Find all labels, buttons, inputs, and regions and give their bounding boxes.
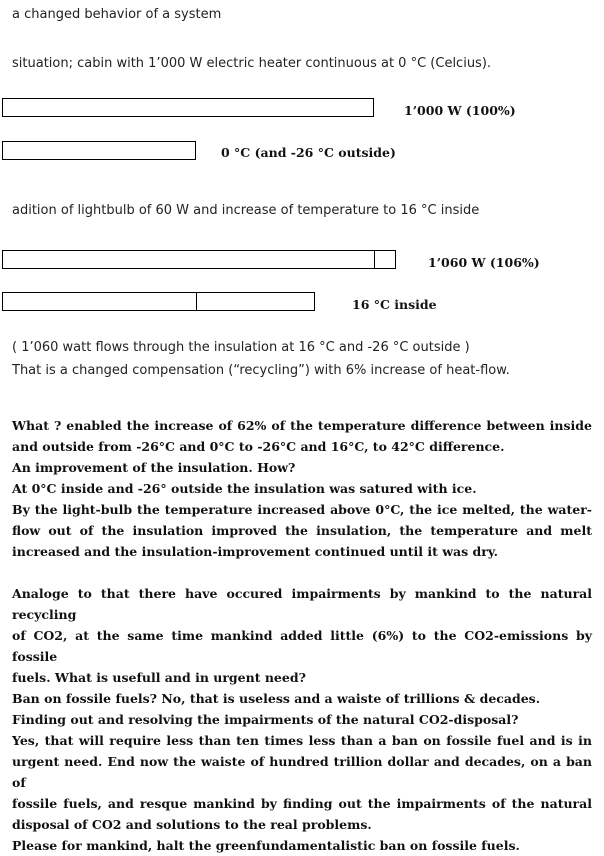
paragraph-line: flow out of the insulation improved the insulation, the temperature and melt [12, 523, 592, 538]
temperature-label-baseline: 0 °C (and -26 °C outside) [221, 145, 396, 160]
co2-paragraph [12, 583, 592, 856]
power-label-increased: 1’060 W (106%) [428, 255, 540, 270]
paragraph-line: What ? enabled the increase of 62% of the temperature difference between inside [12, 418, 592, 433]
heading-text: a changed behavior of a system [12, 7, 222, 22]
flow-note: ( 1’060 watt flows through the insulation at 16 °C and -26 °C outside ) [12, 340, 470, 355]
temperature-bar-increased [2, 292, 315, 311]
power-bar-added-segment [374, 251, 375, 268]
power-bar-baseline [2, 98, 374, 117]
paragraph-line: Please for mankind, halt the greenfundamentalistic ban on fossile fuels. [12, 838, 520, 853]
paragraph-line: urgent need. End now the waiste of hundred trillion dollar and decades, on a ban of [12, 754, 592, 790]
insulation-paragraph [12, 415, 592, 562]
paragraph-line: Finding out and resolving the impairments of the natural CO2-disposal? [12, 712, 519, 727]
compensation-note: That is a changed compensation (“recycling”) with 6% increase of heat-flow. [12, 363, 510, 378]
paragraph-line: Ban on fossile fuels? No, that is useless and a waiste of trillions & decades. [12, 691, 541, 706]
temperature-label-increased: 16 °C inside [352, 297, 437, 312]
paragraph-line: and outside from -26°C and 0°C to -26°C and 16°C, to 42°C difference. [12, 439, 505, 454]
power-bar-increased [2, 250, 396, 269]
paragraph-line: of CO2, at the same time mankind added little (6%) to the CO2-emissions by fossile [12, 628, 592, 664]
paragraph-line: fossile fuels, and resque mankind by finding out the impairments of the natural [12, 796, 592, 811]
addition-text: adition of lightbulb of 60 W and increase of temperature to 16 °C inside [12, 203, 480, 218]
paragraph-line: increased and the insulation-improvement continued until it was dry. [12, 544, 499, 559]
power-label-baseline: 1’000 W (100%) [404, 103, 516, 118]
paragraph-line: disposal of CO2 and solutions to the real problems. [12, 817, 372, 832]
paragraph-line: fuels. What is usefull and in urgent need? [12, 670, 306, 685]
paragraph-line: By the light-bulb the temperature increased above 0°C, the ice melted, the water- [12, 502, 592, 517]
paragraph-line: Yes, that will require less than ten times less than a ban on fossile fuel and is in [12, 733, 592, 748]
temperature-bar-added-segment [196, 293, 197, 310]
situation-text: situation; cabin with 1’000 W electric heater continuous at 0 °C (Celcius). [12, 56, 492, 71]
paragraph-line: At 0°C inside and -26° outside the insulation was satured with ice. [12, 481, 477, 496]
paragraph-line: An improvement of the insulation. How? [12, 460, 296, 475]
temperature-bar-baseline [2, 141, 196, 160]
paragraph-line: Analoge to that there have occured impairments by mankind to the natural recycling [12, 586, 592, 622]
